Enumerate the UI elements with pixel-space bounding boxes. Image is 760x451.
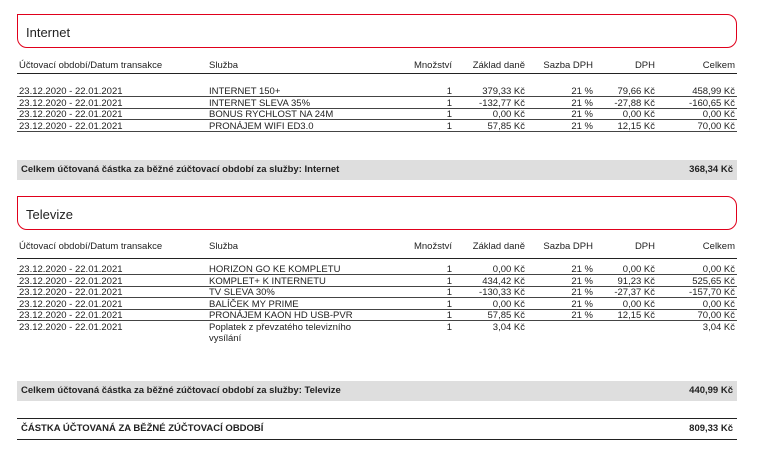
total-label: Celkem účtovaná částka za běžné zúčtovací období za služby: Televize xyxy=(21,385,341,396)
section-title: Internet xyxy=(26,25,71,40)
col-total: Celkem xyxy=(702,60,735,71)
section-header-internet xyxy=(17,14,737,48)
cell-qty: 1 xyxy=(446,86,452,97)
col-rate: Sazba DPH xyxy=(543,241,593,252)
cell-date: 23.12.2020 - 22.01.2021 xyxy=(19,97,123,109)
col-vat: DPH xyxy=(634,60,655,71)
col-service: Služba xyxy=(209,241,239,252)
cell-rate: 21 % xyxy=(571,287,593,298)
cell-qty: 1 xyxy=(446,109,452,120)
header-divider xyxy=(17,258,737,259)
cell-total: 0,00 Kč xyxy=(702,109,735,120)
cell-total: 525,65 Kč xyxy=(692,275,735,287)
grand-total xyxy=(17,418,737,440)
cell-vat: 79,66 Kč xyxy=(617,86,655,97)
cell-total: 458,99 Kč xyxy=(692,86,735,97)
table-row xyxy=(17,299,737,310)
col-qty: Množství xyxy=(413,241,452,252)
cell-total: 0,00 Kč xyxy=(702,298,735,310)
col-vat: DPH xyxy=(634,241,655,252)
cell-date: 23.12.2020 - 22.01.2021 xyxy=(19,109,123,120)
cell-vat: 12,15 Kč xyxy=(617,310,655,321)
section-header-televize xyxy=(17,196,737,230)
cell-qty: 1 xyxy=(446,287,452,298)
table-row xyxy=(17,109,737,120)
cell-total: -157,70 Kč xyxy=(689,287,735,298)
cell-date: 23.12.2020 - 22.01.2021 xyxy=(19,321,123,333)
total-value: 440,99 Kč xyxy=(689,385,733,396)
cell-service: HORIZON GO KE KOMPLETU xyxy=(209,264,341,275)
table-row xyxy=(17,98,737,109)
col-total: Celkem xyxy=(702,241,735,252)
cell-rate: 21 % xyxy=(571,310,593,321)
cell-base: 434,42 Kč xyxy=(482,275,525,287)
cell-rate: 21 % xyxy=(571,109,593,120)
cell-base: -132,77 Kč xyxy=(479,97,525,109)
cell-rate: 21 % xyxy=(571,97,593,109)
cell-vat: 0,00 Kč xyxy=(622,264,655,275)
cell-date: 23.12.2020 - 22.01.2021 xyxy=(19,120,123,132)
cell-total: 70,00 Kč xyxy=(697,310,735,321)
section-total-internet xyxy=(17,160,737,180)
column-headers xyxy=(17,241,737,257)
grand-total-value: 809,33 Kč xyxy=(689,423,733,434)
cell-service: KOMPLET+ K INTERNETU xyxy=(209,275,326,287)
cell-qty: 1 xyxy=(446,275,452,287)
cell-service: INTERNET 150+ xyxy=(209,86,281,97)
cell-total: 0,00 Kč xyxy=(702,264,735,275)
cell-rate: 21 % xyxy=(571,275,593,287)
cell-base: 0,00 Kč xyxy=(492,298,525,310)
cell-total: -160,65 Kč xyxy=(689,97,735,109)
cell-base: -130,33 Kč xyxy=(479,287,525,298)
header-divider xyxy=(17,73,737,74)
col-date: Účtovací období/Datum transakce xyxy=(19,241,163,252)
col-base: Základ daně xyxy=(472,241,525,252)
cell-base: 0,00 Kč xyxy=(492,264,525,275)
cell-qty: 1 xyxy=(446,321,452,333)
table-row xyxy=(17,276,737,287)
cell-service: INTERNET SLEVA 35% xyxy=(209,97,311,109)
cell-rate: 21 % xyxy=(571,298,593,310)
cell-vat: -27,88 Kč xyxy=(614,97,655,109)
cell-vat: 91,23 Kč xyxy=(617,275,655,287)
col-qty: Množství xyxy=(413,60,452,71)
table-row xyxy=(17,287,737,298)
cell-date: 23.12.2020 - 22.01.2021 xyxy=(19,287,123,298)
total-value: 368,34 Kč xyxy=(689,164,733,175)
col-service: Služba xyxy=(209,60,239,71)
cell-qty: 1 xyxy=(446,264,452,275)
cell-base: 3,04 Kč xyxy=(492,321,525,333)
cell-base: 57,85 Kč xyxy=(487,120,525,132)
cell-service: Poplatek z převzatého televizního vysílání xyxy=(209,321,352,344)
cell-service: PRONÁJEM KAON HD USB-PVR xyxy=(209,310,353,321)
cell-vat: -27,37 Kč xyxy=(614,287,655,298)
cell-base: 379,33 Kč xyxy=(482,86,525,97)
col-rate: Sazba DPH xyxy=(543,60,593,71)
total-label: Celkem účtovaná částka za běžné zúčtovací období za služby: Internet xyxy=(21,164,340,175)
cell-date: 23.12.2020 - 22.01.2021 xyxy=(19,298,123,310)
cell-service: BONUS RYCHLOST NA 24M xyxy=(209,109,334,120)
grand-total-label: ČÁSTKA ÚČTOVANÁ ZA BĚŽNÉ ZÚČTOVACÍ OBDOBÍ xyxy=(21,423,264,434)
table-row xyxy=(17,121,737,132)
table-row xyxy=(17,322,737,346)
cell-rate: 21 % xyxy=(571,264,593,275)
cell-qty: 1 xyxy=(446,97,452,109)
cell-vat: 0,00 Kč xyxy=(622,298,655,310)
cell-rate: 21 % xyxy=(571,120,593,132)
cell-rate: 21 % xyxy=(571,86,593,97)
cell-date: 23.12.2020 - 22.01.2021 xyxy=(19,264,123,275)
table-row xyxy=(17,86,737,97)
col-base: Základ daně xyxy=(472,60,525,71)
cell-vat: 0,00 Kč xyxy=(622,109,655,120)
section-title: Televize xyxy=(26,207,73,222)
table-row xyxy=(17,264,737,275)
cell-date: 23.12.2020 - 22.01.2021 xyxy=(19,275,123,287)
cell-service: BALÍČEK MY PRIME xyxy=(209,298,299,310)
cell-service: PRONÁJEM WIFI ED3.0 xyxy=(209,120,314,132)
cell-date: 23.12.2020 - 22.01.2021 xyxy=(19,86,123,97)
section-total-televize xyxy=(17,381,737,401)
col-date: Účtovací období/Datum transakce xyxy=(19,60,163,71)
cell-base: 57,85 Kč xyxy=(487,310,525,321)
table-row xyxy=(17,310,737,321)
cell-date: 23.12.2020 - 22.01.2021 xyxy=(19,310,123,321)
cell-total: 3,04 Kč xyxy=(702,321,735,333)
cell-vat: 12,15 Kč xyxy=(617,120,655,132)
cell-total: 70,00 Kč xyxy=(697,120,735,132)
cell-base: 0,00 Kč xyxy=(492,109,525,120)
cell-qty: 1 xyxy=(446,310,452,321)
cell-service: TV SLEVA 30% xyxy=(209,287,275,298)
cell-qty: 1 xyxy=(446,120,452,132)
cell-qty: 1 xyxy=(446,298,452,310)
